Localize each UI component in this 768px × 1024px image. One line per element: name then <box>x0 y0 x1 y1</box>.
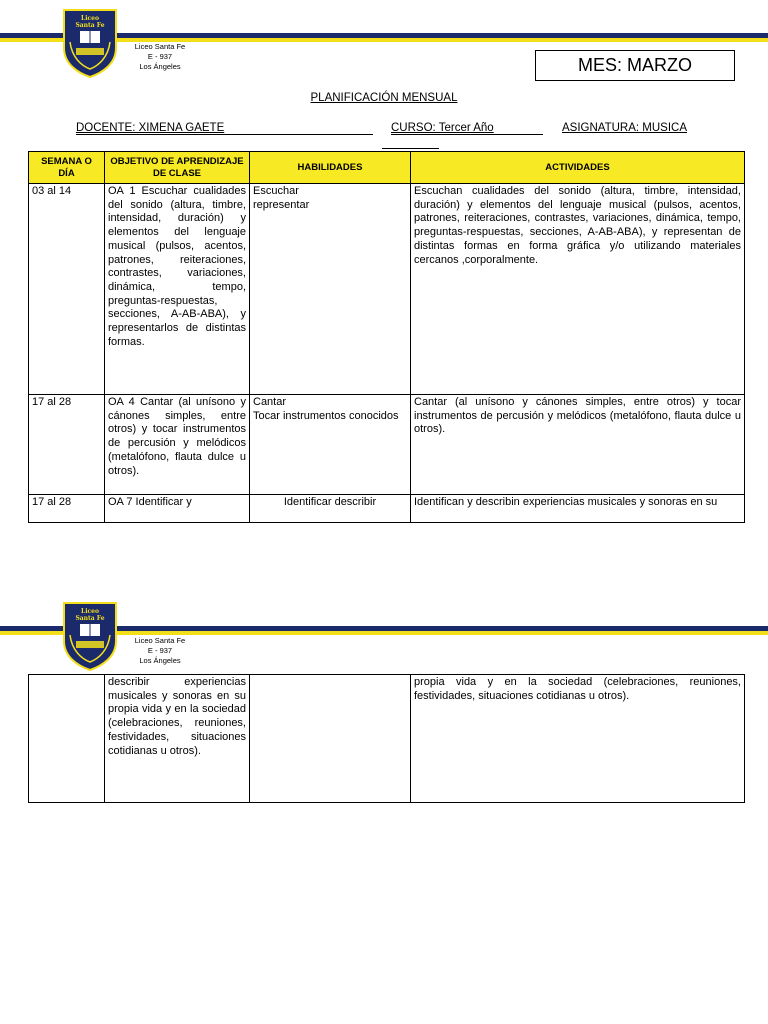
table-row <box>29 675 745 803</box>
header-objective: OBJETIVO DE APRENDIZAJE DE CLASE <box>105 152 250 184</box>
asignatura-field <box>562 122 687 134</box>
objective-cell: describir experiencias musicales y sonoras en su propia vida y en la sociedad (celebraciones, reuniones, festividades, situaciones cotidianas u otros). <box>105 675 250 803</box>
activities-cell: propia vida y en la sociedad (celebraciones, reuniones, festividades, situaciones cotidianas u otros). <box>411 675 745 803</box>
objective-cell: OA 1 Escuchar cualidades del sonido (altura, timbre, intensidad, duración) y elementos del lenguaje musical (pulsos, acentos, patrones, reiteraciones, contrastes, variaciones, dinámica, tempo, preguntas-respuestas, secciones, A-AB-ABA), y representarlos de distintas formas. <box>105 184 250 395</box>
school-name: Liceo Santa Fe <box>134 42 186 51</box>
school-city: Los Ángeles <box>139 62 181 71</box>
asignatura-underline <box>382 148 439 149</box>
skills-cell <box>250 495 411 523</box>
skills-cell <box>250 675 411 803</box>
skills-cell <box>250 184 411 395</box>
school-info <box>115 636 205 666</box>
school-code: E - 937 <box>147 646 173 655</box>
header-week: SEMANA O DÍA <box>29 152 105 184</box>
document-title: PLANIFICACIÓN MENSUAL <box>310 92 458 104</box>
skill-item: Tocar instrumentos conocidos <box>253 409 399 422</box>
curso-field <box>391 122 494 134</box>
asignatura-label: ASIGNATURA: MUSICA <box>562 122 688 134</box>
table-row <box>29 495 745 523</box>
activities-cell: Escuchan cualidades del sonido (altura, timbre, intensidad, duración) y elementos del lenguaje musical (pulsos, acentos, patrones, reiteraciones, contrastes, variaciones, dinámica, tempo, preguntas-respuestas, secciones, A-AB-ABA), y representan de distintas formas en forma gráfica y/o utilizando materiales cercanos ,corporalmente. <box>411 184 745 395</box>
docente-label: DOCENTE: XIMENA GAETE <box>76 122 225 134</box>
skill-item: Cantar <box>253 396 287 408</box>
school-city: Los Ángeles <box>139 656 181 665</box>
docente-field <box>76 122 224 134</box>
curso-label: CURSO: Tercer Año <box>391 122 494 134</box>
school-crest-logo <box>62 8 118 78</box>
planning-table <box>28 151 745 523</box>
skills-cell <box>250 395 411 495</box>
school-crest-logo <box>62 601 118 671</box>
week-cell: 17 al 28 <box>29 495 105 523</box>
school-name: Liceo Santa Fe <box>134 636 186 645</box>
week-cell: 03 al 14 <box>29 184 105 395</box>
table-row <box>29 395 745 495</box>
table-header-row <box>29 152 745 184</box>
skill-item: Identificar describir <box>283 496 377 508</box>
header-activities: ACTIVIDADES <box>411 152 745 184</box>
curso-underline <box>391 134 543 135</box>
header-skills: HABILIDADES <box>250 152 411 184</box>
objective-cell: OA 7 Identificar y <box>105 495 250 523</box>
school-info <box>115 42 205 72</box>
week-cell: 17 al 28 <box>29 395 105 495</box>
month-box <box>535 50 735 81</box>
svg-text:Liceo: Liceo <box>81 608 99 615</box>
skill-item: representar <box>253 198 310 211</box>
svg-text:Santa Fe: Santa Fe <box>75 22 105 29</box>
table-row <box>29 184 745 395</box>
svg-text:Liceo: Liceo <box>81 15 99 22</box>
school-code: E - 937 <box>147 52 173 61</box>
activities-cell: Identifican y describin experiencias musicales y sonoras en su <box>411 495 745 523</box>
svg-text:Santa Fe: Santa Fe <box>75 615 105 622</box>
planning-table-continued <box>28 674 745 803</box>
week-cell <box>29 675 105 803</box>
objective-cell: OA 4 Cantar (al unísono y cánones simples, entre otros) y tocar instrumentos de percusión y melódicos (metalófono, flauta dulce u otros). <box>105 395 250 495</box>
skill-item: Escuchar <box>253 185 299 197</box>
activities-cell: Cantar (al unísono y cánones simples, entre otros) y tocar instrumentos de percusión y melódicos (metalófono, flauta dulce u otros). <box>411 395 745 495</box>
docente-underline <box>76 134 373 135</box>
month-label: MES: MARZO <box>577 55 692 75</box>
